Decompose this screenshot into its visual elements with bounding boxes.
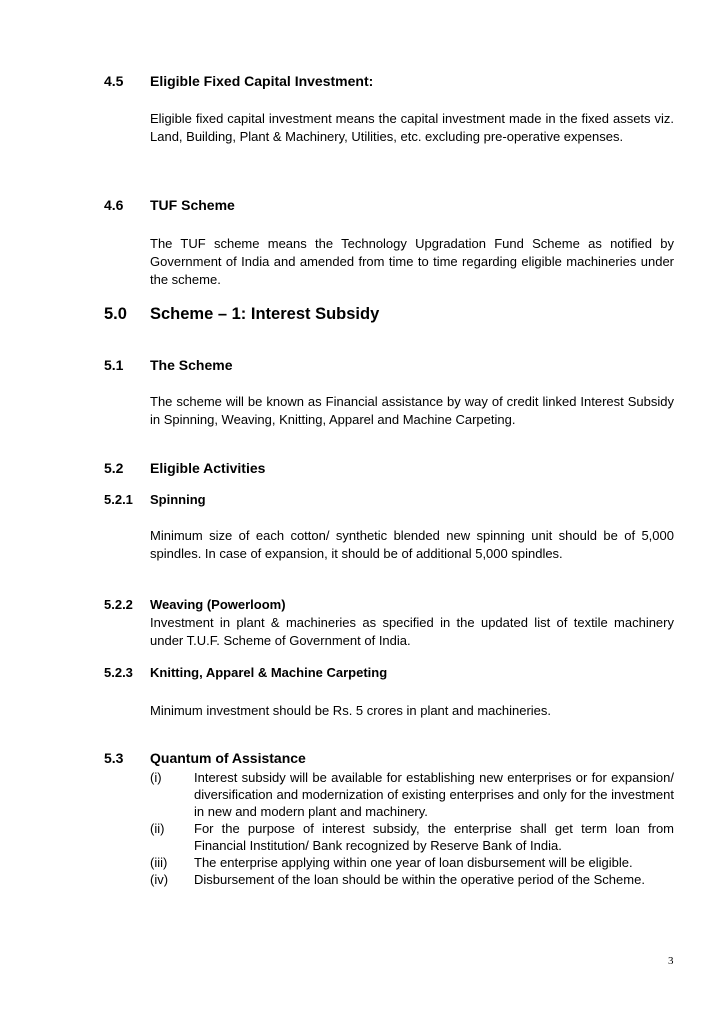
section-4-6-text: The TUF scheme means the Technology Upgradation Fund Scheme as notified by Government of India and amended from time to time regarding eligible machineries under the scheme. xyxy=(150,236,674,287)
section-title: Spinning xyxy=(150,492,206,507)
section-title: Eligible Fixed Capital Investment: xyxy=(150,73,374,89)
section-number: 5.1 xyxy=(104,357,124,373)
assistance-list xyxy=(150,769,674,888)
section-title: TUF Scheme xyxy=(150,197,235,213)
section-number: 5.0 xyxy=(104,305,127,323)
list-marker: (iii) xyxy=(150,855,168,870)
section-5-1-text: The scheme will be known as Financial assistance by way of credit linked Interest Subsidy in Spinning, Weaving, Knitting, Apparel and Machine Carpeting. xyxy=(150,394,674,427)
section-title: Knitting, Apparel & Machine Carpeting xyxy=(150,665,388,680)
section-number: 4.5 xyxy=(104,73,124,89)
list-marker: (iv) xyxy=(150,872,169,887)
list-item xyxy=(150,854,674,871)
list-item xyxy=(150,871,674,888)
section-5-2-2-text: Investment in plant & machineries as specified in the updated list of textile machinery under T.U.F. Scheme of Government of India. xyxy=(150,615,674,648)
list-item-text: Disbursement of the loan should be within the operative period of the Scheme. xyxy=(194,872,645,887)
section-title: Scheme – 1: Interest Subsidy xyxy=(150,305,380,323)
list-marker: (i) xyxy=(150,770,162,785)
section-number: 5.2.1 xyxy=(104,492,133,507)
section-5-2-1-text: Minimum size of each cotton/ synthetic blended new spinning unit should be of 5,000 spindles. In case of expansion, it should be of additional 5,000 spindles. xyxy=(150,528,674,561)
section-title: The Scheme xyxy=(150,357,233,373)
list-item xyxy=(150,769,674,820)
list-marker: (ii) xyxy=(150,821,165,836)
section-number: 4.6 xyxy=(104,197,124,213)
list-item-text: Interest subsidy will be available for establishing new enterprises or for expansion/ diversification and modernization of existing enterprises and only for the investment in new and modern plant and machinery. xyxy=(194,770,674,819)
list-item-text: For the purpose of interest subsidy, the enterprise shall get term loan from Financial Institution/ Bank recognized by Reserve Bank of India. xyxy=(194,821,674,853)
section-title: Quantum of Assistance xyxy=(150,750,306,766)
section-number: 5.2 xyxy=(104,460,124,476)
section-number: 5.2.3 xyxy=(104,665,133,680)
list-item xyxy=(150,820,674,854)
section-5-2-3-text: Minimum investment should be Rs. 5 crores in plant and machineries. xyxy=(150,703,552,718)
section-title: Weaving (Powerloom) xyxy=(150,597,286,612)
list-item-text: The enterprise applying within one year of loan disbursement will be eligible. xyxy=(194,855,633,870)
page-number: 3 xyxy=(668,955,674,967)
section-4-5-text: Eligible fixed capital investment means the capital investment made in the fixed assets viz. Land, Building, Plant & Machinery, Utilities, etc. excluding pre-operative expenses. xyxy=(150,111,674,144)
section-title: Eligible Activities xyxy=(150,460,266,476)
section-number: 5.2.2 xyxy=(104,597,133,612)
section-number: 5.3 xyxy=(104,750,124,766)
